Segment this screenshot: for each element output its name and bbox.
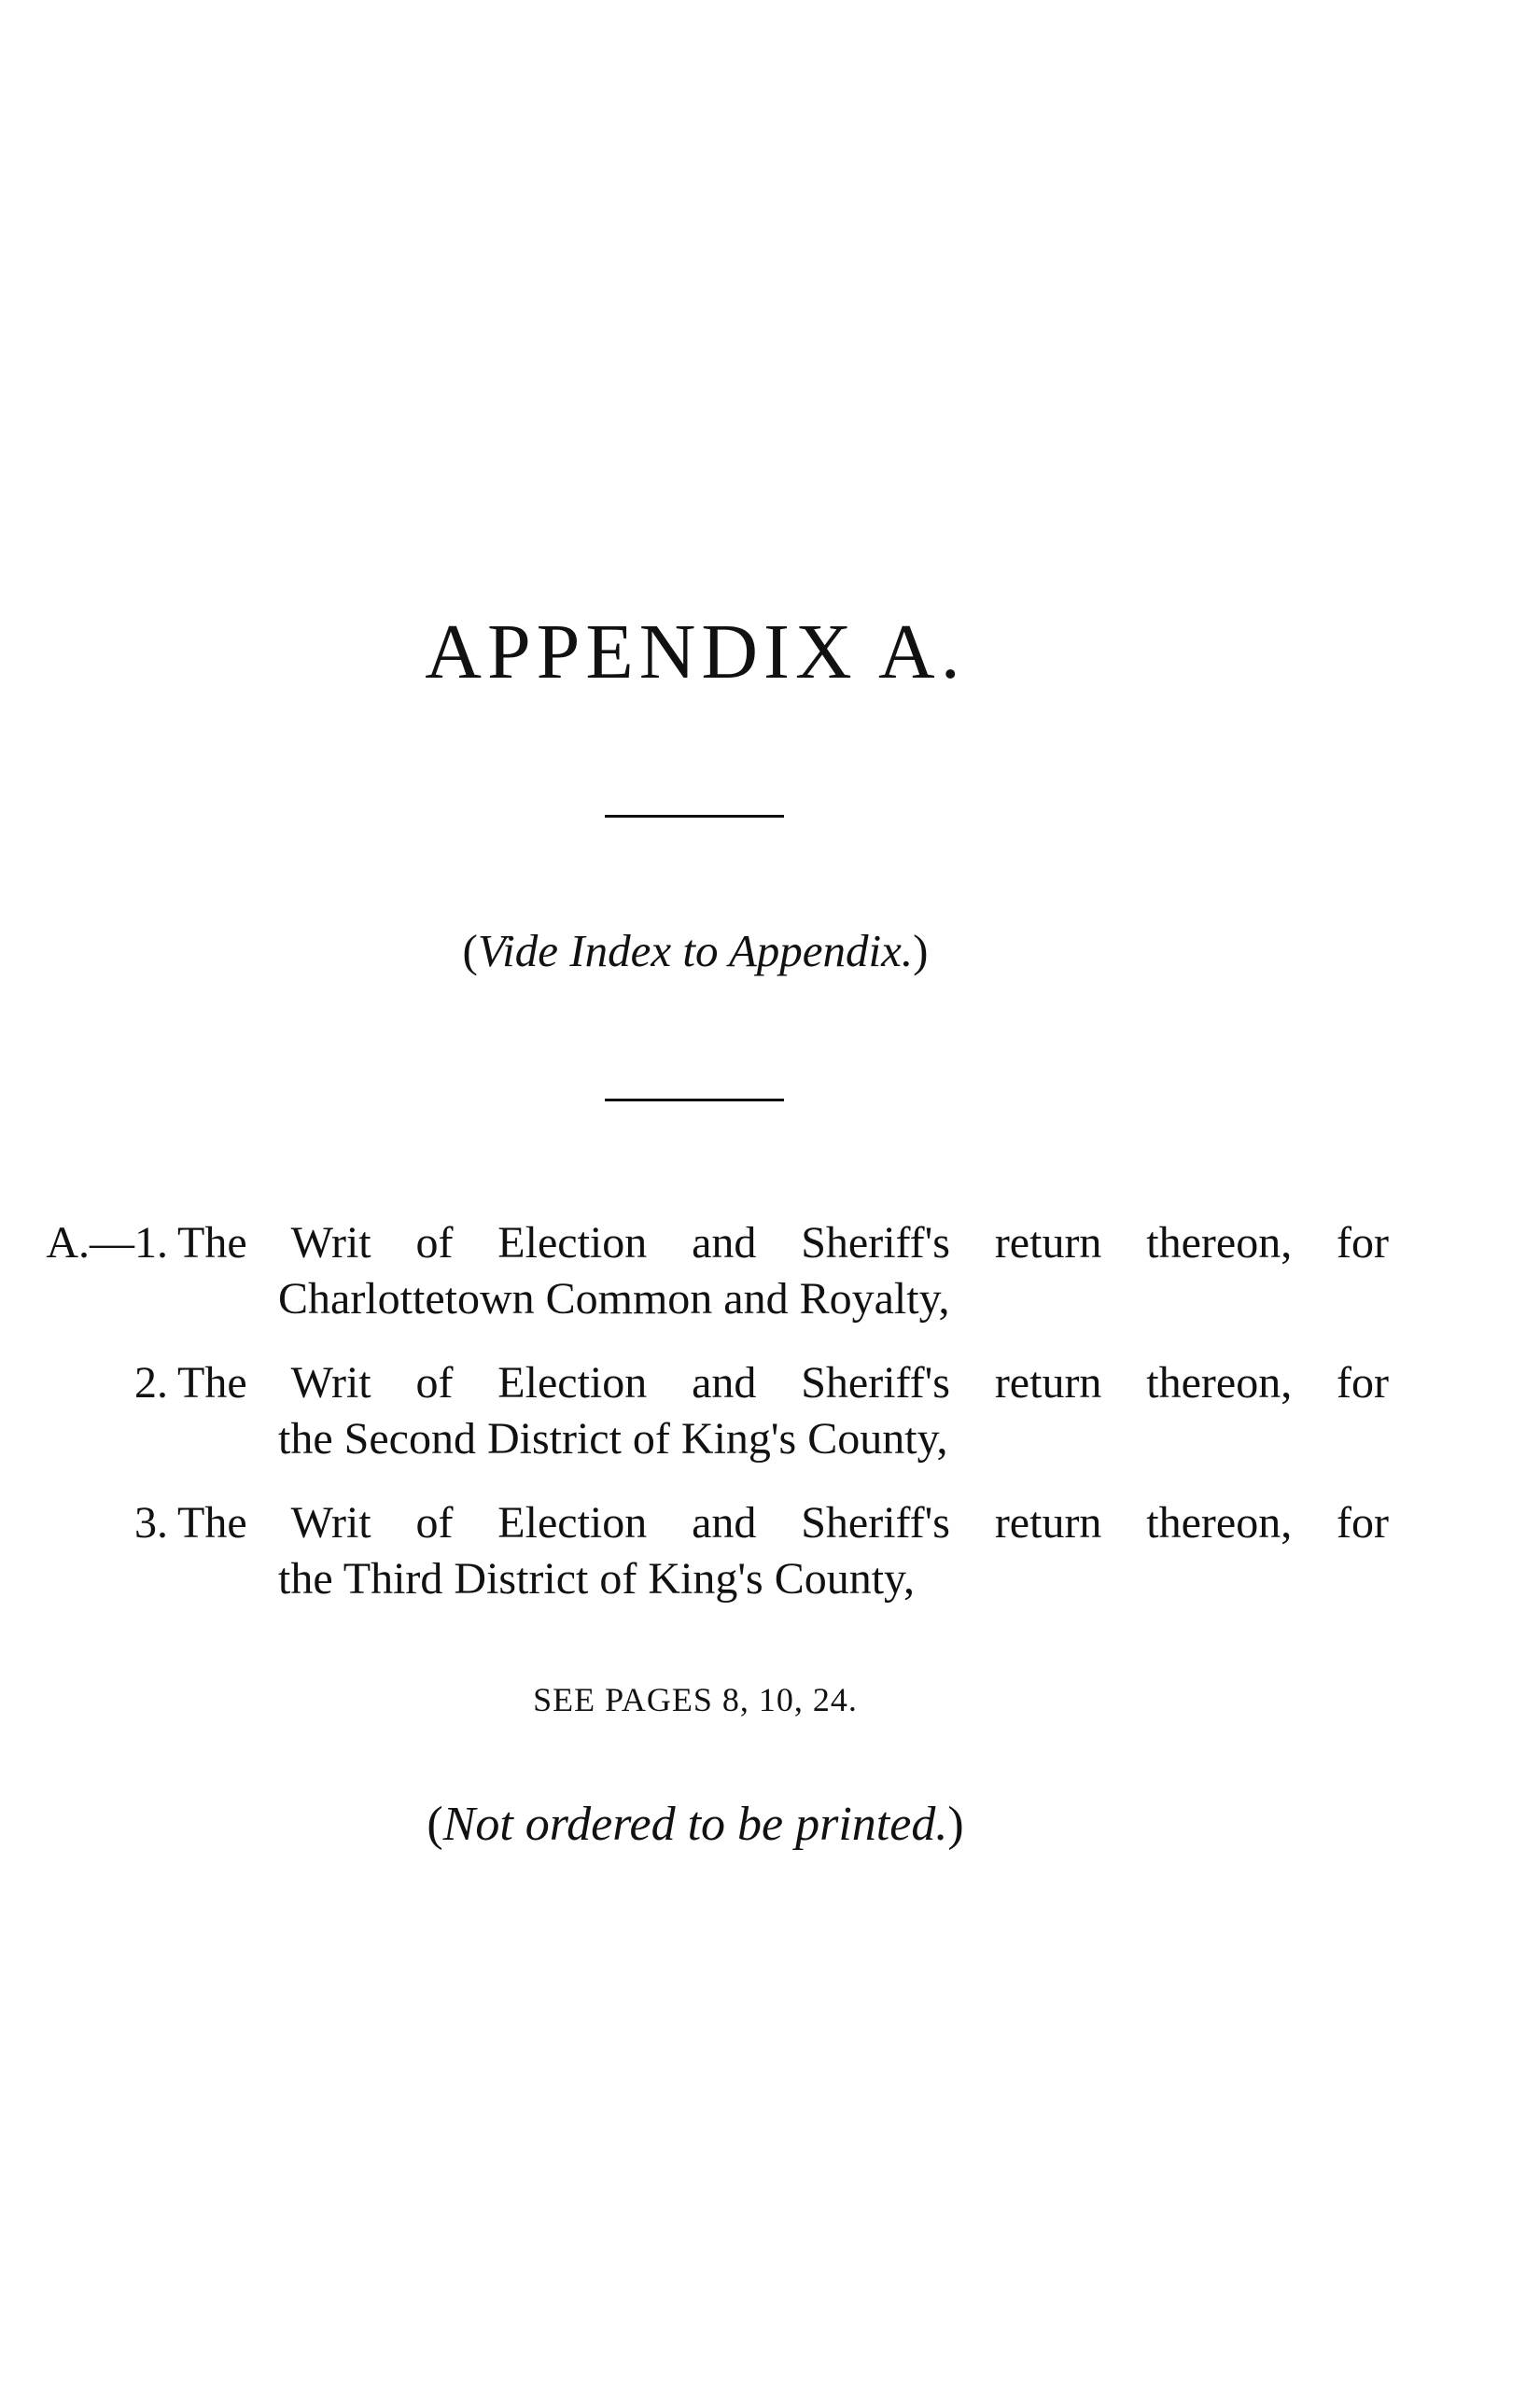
not-ordered-close-paren: )	[947, 1798, 964, 1851]
list-item	[0, 1355, 1540, 1495]
appendix-title: APPENDIX A.	[425, 609, 966, 695]
vide-note	[0, 924, 1391, 977]
entry-number: 2.	[134, 1358, 168, 1408]
entry-number: 3.	[134, 1498, 168, 1548]
not-ordered-open-paren: (	[427, 1798, 443, 1851]
entry-line-1: The Writ of Election and Sheriff's return thereon, for	[177, 1218, 1389, 1268]
vide-close-paren: )	[913, 925, 929, 976]
entry-line-2: the Third District of King's County,	[278, 1554, 915, 1604]
see-pages-reference: SEE PAGES 8, 10, 24.	[533, 1681, 858, 1718]
entry-line-2: Charlottetown Common and Royalty,	[278, 1274, 950, 1324]
entry-text	[177, 1215, 1389, 1327]
vide-open-paren: (	[462, 925, 478, 976]
entry-number: A.—1.	[46, 1218, 168, 1268]
vide-text: Vide Index to Appendix.	[477, 925, 914, 976]
entry-line-1: The Writ of Election and Sheriff's return thereon, for	[177, 1358, 1389, 1408]
not-ordered-note	[0, 1797, 1391, 1852]
entry-line-2: the Second District of King's County,	[278, 1414, 948, 1464]
entry-text	[177, 1355, 1389, 1467]
title-divider	[605, 815, 784, 818]
list-item	[0, 1495, 1540, 1635]
entry-line-1: The Writ of Election and Sheriff's return thereon, for	[177, 1498, 1389, 1548]
vide-divider	[605, 1099, 784, 1101]
list-item	[0, 1215, 1540, 1355]
appendix-entry-list	[0, 1215, 1540, 1635]
not-ordered-text: Not ordered to be printed.	[442, 1798, 948, 1851]
entry-text	[177, 1495, 1389, 1607]
